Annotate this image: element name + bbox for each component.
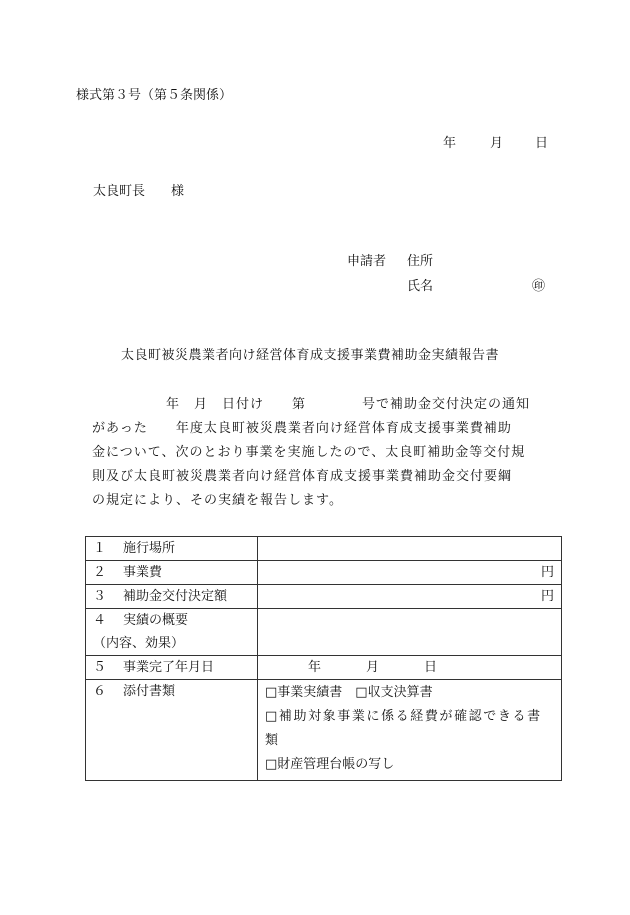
table-row [86, 680, 562, 781]
row-label: ６ 添付書類 [86, 680, 258, 781]
row-label: ３ 補助金交付決定額 [86, 585, 258, 609]
table-row [86, 609, 562, 656]
attachment-checkbox-3[interactable]: □財産管理台帳の写し [265, 757, 395, 772]
grant-amount-field[interactable]: 円 [258, 585, 562, 609]
applicant-label: 申請者 [347, 254, 387, 269]
table-row [86, 656, 562, 680]
attachments-cell [258, 680, 562, 781]
project-cost-field[interactable]: 円 [258, 561, 562, 585]
table-row [86, 561, 562, 585]
body-line: 年 月 日付け 第 号で補助金交付決定の通知 [166, 397, 531, 412]
completion-date-field[interactable]: 年 月 日 [258, 656, 562, 680]
construction-site-field[interactable] [258, 537, 562, 561]
body-line: があった 年度太良町被災農業者向け経営体育成支援事業費補助 [92, 421, 512, 436]
body-line: 則及び太良町被災農業者向け経営体育成支援事業費補助金交付要綱 [92, 469, 513, 484]
attachment-checkbox-1[interactable]: □事業実績書 □収支決算書 [265, 685, 433, 700]
report-table [85, 536, 562, 781]
row-label: ５ 事業完了年月日 [86, 656, 258, 680]
form-number: 様式第３号（第５条関係） [76, 88, 233, 103]
body-line: の規定により、その実績を報告します。 [92, 493, 343, 508]
date-day: 日 [535, 136, 549, 151]
results-summary-field[interactable] [258, 609, 562, 656]
seal-mark: ㊞ [532, 279, 546, 294]
body-line: 金について、次のとおり事業を実施したので、太良町補助金等交付規 [92, 445, 526, 460]
date-month: 月 [490, 136, 504, 151]
table-row [86, 537, 562, 561]
row-label: １ 施行場所 [86, 537, 258, 561]
applicant-address-label: 住所 [407, 254, 434, 269]
document-title: 太良町被災農業者向け経営体育成支援事業費補助金実績報告書 [121, 348, 500, 363]
row-label: ４ 実績の概要 （内容、効果） [86, 609, 258, 656]
table-row [86, 585, 562, 609]
addressee: 太良町長 様 [93, 184, 185, 199]
body-paragraph [92, 393, 562, 513]
applicant-name-label: 氏名 [407, 279, 434, 294]
date-year: 年 [443, 136, 457, 151]
attachment-checkbox-2[interactable]: □補助対象事業に係る経費が確認できる書類 [265, 709, 542, 748]
row-label: ２ 事業費 [86, 561, 258, 585]
